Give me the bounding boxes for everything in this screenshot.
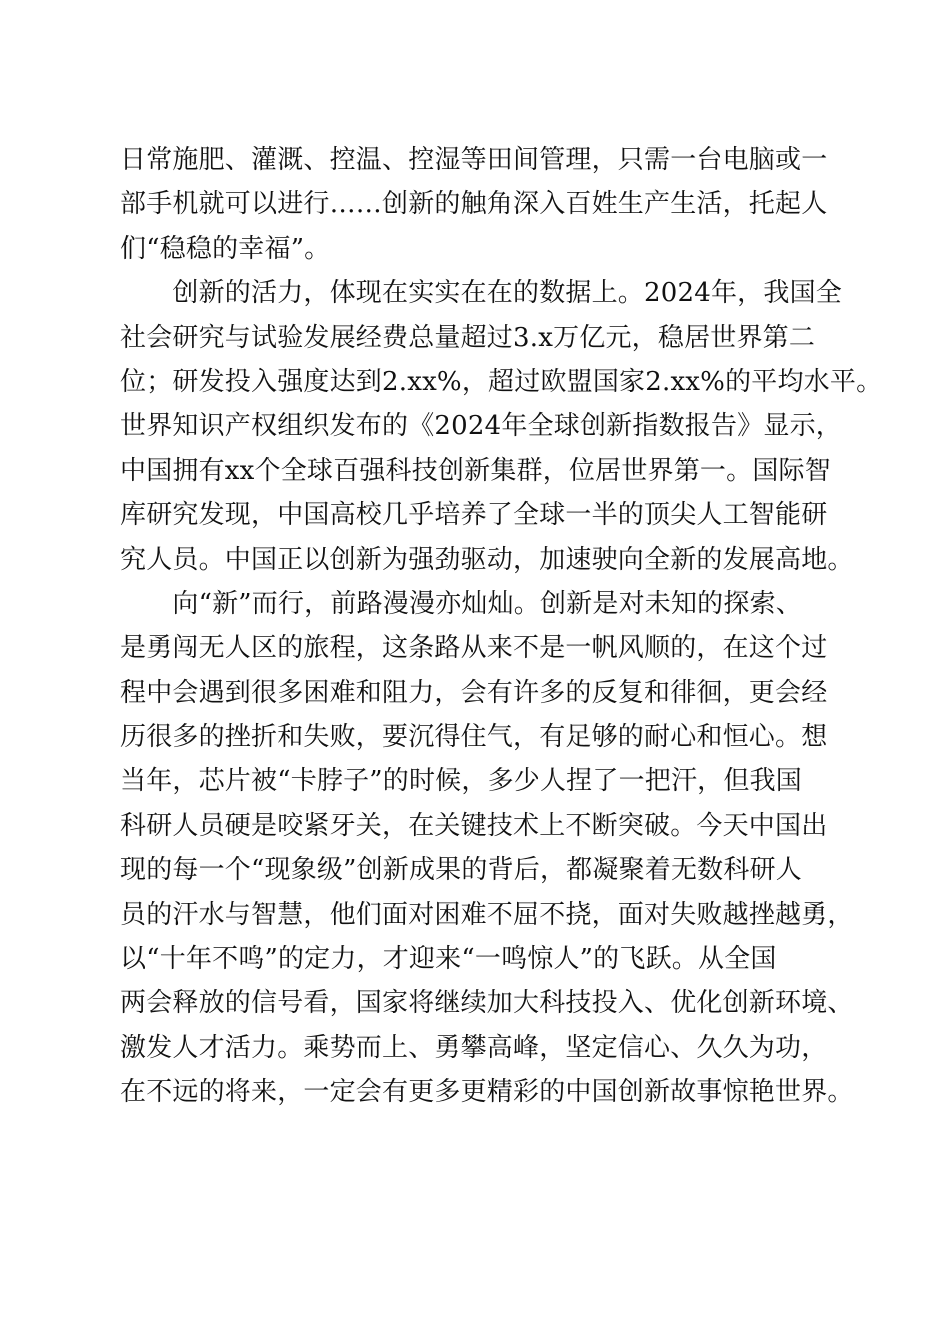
- text-line: 当年，芯片被“卡脖子”的时候，多少人捏了一把汗，但我国: [120, 766, 802, 797]
- text-line: 现的每一个“现象级”创新成果的背后，都凝聚着无数科研人: [120, 855, 802, 886]
- text-line: 库研究发现，中国高校几乎培养了全球一半的顶尖人工智能研: [120, 500, 828, 531]
- text-line: 中国拥有xx个全球百强科技创新集群，位居世界第一。国际智: [120, 455, 831, 486]
- text-line: 以“十年不鸣”的定力，才迎来“一鸣惊人”的飞跃。从全国: [120, 944, 777, 975]
- text-line: 部手机就可以进行……创新的触角深入百姓生产生活，托起人: [120, 189, 828, 220]
- text-line: 员的汗水与智慧，他们面对困难不屈不挠，面对失败越挫越勇，: [120, 899, 854, 930]
- text-line: 们“稳稳的幸福”。: [120, 233, 331, 264]
- text-line: 社会研究与试验发展经费总量超过3.x万亿元，稳居世界第二: [120, 322, 816, 353]
- text-line: 究人员。中国正以创新为强劲驱动，加速驶向全新的发展高地。: [120, 544, 854, 575]
- text-line: 历很多的挫折和失败，要沉得住气，有足够的耐心和恒心。想: [120, 722, 828, 753]
- text-line: 世界知识产权组织发布的《2024年全球创新指数报告》显示，: [120, 411, 842, 442]
- text-line: 创新的活力，体现在实实在在的数据上。2024年，我国全: [120, 278, 842, 309]
- text-line: 两会释放的信号看，国家将继续加大科技投入、优化创新环境、: [120, 988, 854, 1019]
- text-line: 在不远的将来，一定会有更多更精彩的中国创新故事惊艳世界。: [120, 1077, 854, 1108]
- text-line: 日常施肥、灌溉、控温、控湿等田间管理，只需一台电脑或一: [120, 145, 828, 175]
- document-body: [120, 138, 883, 1115]
- text-line: 是勇闯无人区的旅程，这条路从来不是一帆风顺的，在这个过: [120, 633, 828, 664]
- text-line: 激发人才活力。乘势而上、勇攀高峰，坚定信心、久久为功，: [120, 1032, 828, 1063]
- text-line: 向“新”而行，前路漫漫亦灿灿。创新是对未知的探索、: [120, 588, 802, 619]
- text-line: 程中会遇到很多困难和阻力，会有许多的反复和徘徊，更会经: [120, 677, 828, 708]
- text-line: 科研人员硬是咬紧牙关，在关键技术上不断突破。今天中国出: [120, 810, 828, 841]
- text-line: 位；研发投入强度达到2.xx%，超过欧盟国家2.xx%的平均水平。: [120, 366, 883, 397]
